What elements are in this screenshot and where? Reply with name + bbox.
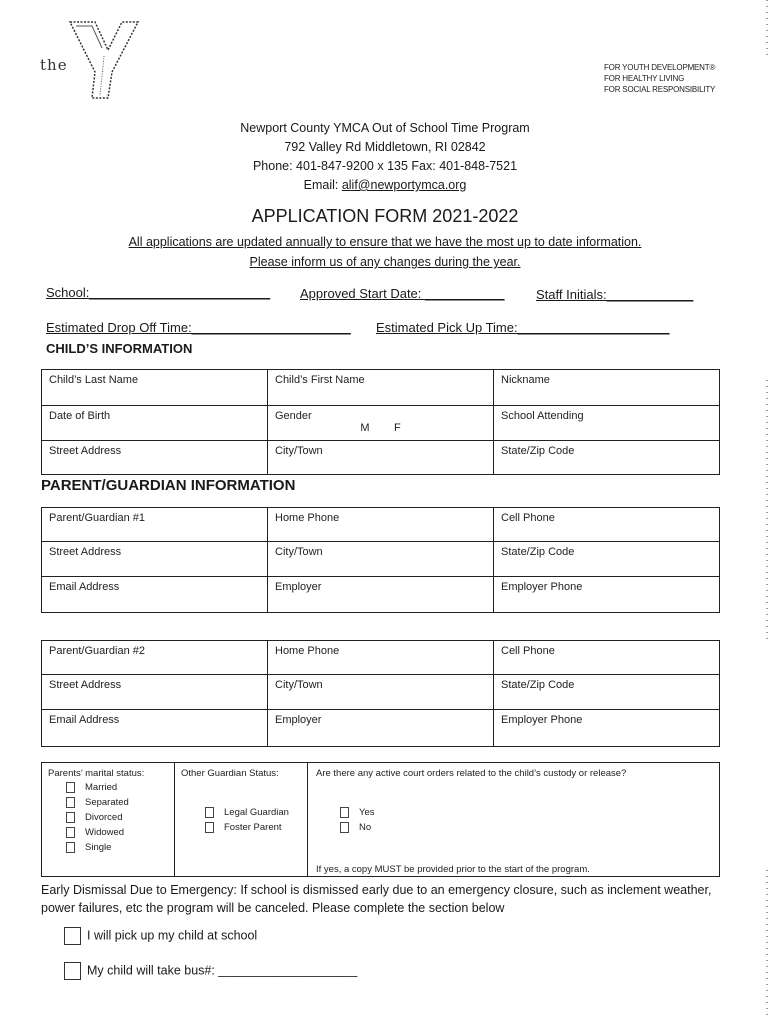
child-info-table [41,369,720,475]
guardian-1-employer-phone-cell[interactable]: Employer Phone [494,577,720,613]
child-first-name-cell[interactable]: Child’s First Name [268,370,494,406]
court-orders-note: If yes, a copy MUST be provided prior to the start of the program. [316,864,590,875]
notice-changes: Please inform us of any changes during the year. [249,255,521,269]
marital-option-label: Single [85,842,112,853]
school-attending-cell[interactable]: School Attending [494,406,720,441]
tagline-line: FOR YOUTH DEVELOPMENT® [604,63,716,72]
checkbox-icon[interactable] [66,827,75,838]
pickup-option[interactable] [64,927,257,945]
marital-option[interactable] [66,780,168,795]
checkbox-icon[interactable] [205,822,214,833]
guardian-1-table [41,507,720,613]
guardian-1-cell-phone-cell[interactable]: Cell Phone [494,508,720,542]
scan-edge-marks [766,870,768,1020]
guardian-1-home-phone-cell[interactable]: Home Phone [268,508,494,542]
guardian-2-city-cell[interactable]: City/Town [268,675,494,710]
guardian-1-street-cell[interactable]: Street Address [42,542,268,577]
guardian-status-cell [175,763,308,877]
child-street-cell[interactable]: Street Address [42,441,268,475]
guardian-2-employer-phone-cell[interactable]: Employer Phone [494,710,720,747]
tagline-line: FOR SOCIAL RESPONSIBILITY [604,85,716,94]
guardian-2-home-phone-cell[interactable]: Home Phone [268,641,494,675]
checkbox-icon[interactable] [340,822,349,833]
staff-initials-field[interactable]: Staff Initials:____________ [536,287,694,302]
court-option-label: No [359,822,372,833]
marital-option-label: Married [85,782,118,793]
checkbox-icon[interactable] [64,962,81,980]
guardian-1-employer-cell[interactable]: Employer [268,577,494,613]
date-of-birth-cell[interactable]: Date of Birth [42,406,268,441]
ymca-tagline [604,62,715,95]
parent-info-heading: PARENT/GUARDIAN INFORMATION [41,477,296,494]
form-title: APPLICATION FORM 2021-2022 [251,206,519,226]
marital-option-label: Separated [85,797,129,808]
early-dismissal-paragraph: Early Dismissal Due to Emergency: If school is dismissed early due to an emergency closure, such as inclement weather, power failures, etc the program will be canceled. Please complete the section below [41,883,712,915]
guardian-option-label: Foster Parent [224,822,282,833]
email-link[interactable]: alif@newportymca.org [341,178,467,192]
guardian-2-employer-cell[interactable]: Employer [268,710,494,747]
bus-option-label: My child will take bus#: ____________________ [87,963,358,978]
bus-option[interactable] [64,962,357,980]
org-email-line [0,178,770,192]
guardian-status-option[interactable] [205,820,301,835]
scan-edge-marks [766,380,768,640]
marital-option[interactable] [66,825,168,840]
marital-option[interactable] [66,840,168,855]
guardian-2-state-zip-cell[interactable]: State/Zip Code [494,675,720,710]
pick-up-field[interactable]: Estimated Pick Up Time:_____________________ [376,320,670,335]
marital-option[interactable] [66,810,168,825]
email-label: Email: [303,178,342,192]
guardian-2-cell-phone-cell[interactable]: Cell Phone [494,641,720,675]
scan-edge-marks [766,0,768,60]
guardian-1-state-zip-cell[interactable]: State/Zip Code [494,542,720,577]
nickname-cell[interactable]: Nickname [494,370,720,406]
checkbox-icon[interactable] [66,812,75,823]
gender-cell[interactable] [268,406,494,441]
court-option[interactable] [340,820,712,835]
checkbox-icon[interactable] [66,782,75,793]
marital-option[interactable] [66,795,168,810]
guardian-2-email-cell[interactable]: Email Address [42,710,268,747]
org-address: 792 Valley Rd Middletown, RI 02842 [284,140,486,154]
guardian-1-name-cell[interactable]: Parent/Guardian #1 [42,508,268,542]
tagline-line: FOR HEALTHY LIVING [604,74,685,83]
org-name: Newport County YMCA Out of School Time Program [240,121,530,135]
checkbox-icon[interactable] [205,807,214,818]
guardian-2-street-cell[interactable]: Street Address [42,675,268,710]
court-orders-question: Are there any active court orders related to the child’s custody or release? [316,768,627,779]
guardian-1-city-cell[interactable]: City/Town [268,542,494,577]
checkbox-icon[interactable] [66,797,75,808]
marital-option-label: Divorced [85,812,123,823]
org-phone: Phone: 401-847-9200 x 135 Fax: 401-848-7521 [252,159,518,173]
notice-annual: All applications are updated annually to ensure that we have the most up to date information. [128,235,642,249]
child-state-zip-cell[interactable]: State/Zip Code [494,441,720,475]
guardian-2-name-cell[interactable]: Parent/Guardian #2 [42,641,268,675]
court-option-label: Yes [359,807,375,818]
ymca-logo [40,20,140,100]
approved-start-field[interactable]: Approved Start Date: ___________ [300,286,505,301]
school-field[interactable]: School:_________________________ [46,285,271,300]
gender-label: Gender [275,410,312,422]
gender-options[interactable]: M F [360,422,401,434]
status-table [41,762,720,877]
court-orders-cell [308,763,720,877]
checkbox-icon[interactable] [340,807,349,818]
marital-status-label: Parents’ marital status: [48,768,145,779]
child-info-heading: CHILD’S INFORMATION [46,341,193,356]
court-option[interactable] [340,805,712,820]
pickup-option-label: I will pick up my child at school [87,928,258,943]
child-last-name-cell[interactable]: Child’s Last Name [42,370,268,406]
guardian-1-email-cell[interactable]: Email Address [42,577,268,613]
guardian-2-table [41,640,720,747]
checkbox-icon[interactable] [64,927,81,945]
marital-option-label: Widowed [85,827,125,838]
child-city-cell[interactable]: City/Town [268,441,494,475]
guardian-status-label: Other Guardian Status: [181,768,279,779]
checkbox-icon[interactable] [66,842,75,853]
marital-status-cell [42,763,175,877]
drop-off-field[interactable]: Estimated Drop Off Time:______________________ [46,320,351,335]
guardian-option-label: Legal Guardian [224,807,289,818]
guardian-status-option[interactable] [205,805,301,820]
logo-text: the [40,56,68,74]
